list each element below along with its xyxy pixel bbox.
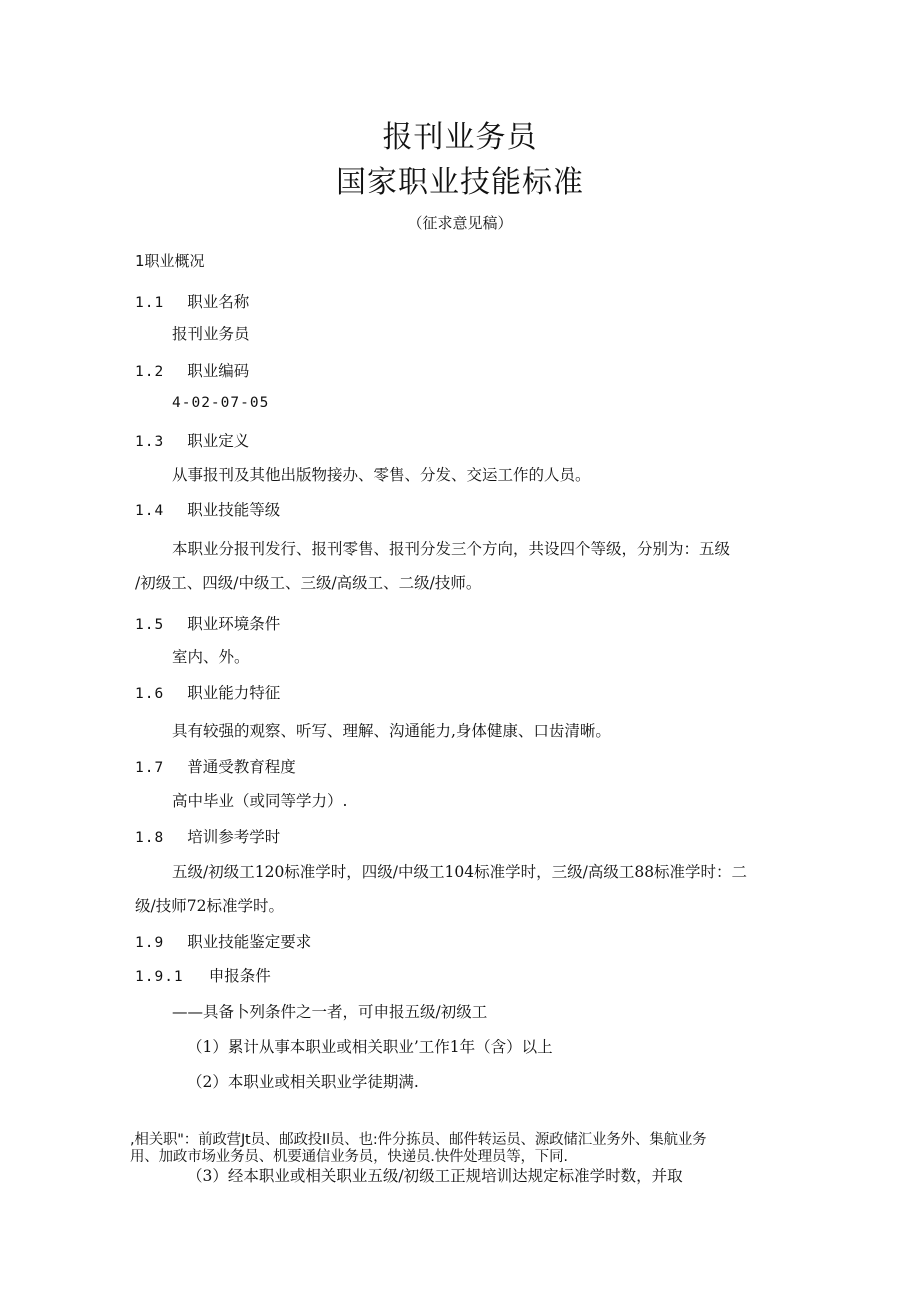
section-heading bbox=[135, 290, 249, 312]
footnote-line: ,相关职"：前政营Jt员、邮政投Il员、也:件分拣员、邮件转运员、源政储汇业务外、集航业务 bbox=[130, 1132, 707, 1148]
occupation-code: 4-02-07-05 bbox=[172, 395, 270, 411]
section-content: 具有较强的观察、听写、理解、沟通能力,身体健康、口齿清晰。 bbox=[172, 722, 611, 740]
footnote-line: 用、加政市场业务员、机要通信业务员，快递员.快件处理员等，下同. bbox=[130, 1149, 568, 1165]
section-label: 职业能力特征 bbox=[187, 684, 281, 702]
condition-item: （1）累计从事本职业或相关职业’工作1年（含）以上 bbox=[187, 1038, 553, 1056]
section-number: 1.9 bbox=[135, 935, 165, 951]
section-heading bbox=[135, 429, 249, 451]
section-number: 1.3 bbox=[135, 434, 165, 450]
section-number: 1.6 bbox=[135, 686, 165, 702]
section-number: 1.9.1 bbox=[135, 969, 184, 985]
condition-item: （2）本职业或相关职业学徒期满. bbox=[187, 1073, 419, 1091]
section-label: 培训参考学时 bbox=[187, 828, 281, 846]
section-content-continued: 级/技师72标准学时。 bbox=[135, 897, 284, 915]
section-heading bbox=[135, 498, 280, 520]
section-number: 1.2 bbox=[135, 364, 165, 380]
section-label: 职业名称 bbox=[187, 293, 250, 311]
document-subtitle: （征求意见稿） bbox=[407, 214, 513, 232]
section-content: 从事报刊及其他出版物接办、零售、分发、交运工作的人员。 bbox=[172, 466, 591, 484]
section-label: 申报条件 bbox=[208, 967, 271, 985]
section-content: 五级/初级工120标准学时，四级/中级工104标准学时，三级/高级工88标准学时：二 bbox=[172, 863, 748, 881]
document-title-line2: 国家职业技能标准 bbox=[336, 165, 584, 200]
section-heading bbox=[135, 359, 249, 381]
section-heading bbox=[135, 612, 280, 634]
section-content-continued: /初级工、四级/中级工、三级/高级工、二级/技师。 bbox=[135, 574, 482, 592]
section-number: 1.5 bbox=[135, 617, 165, 633]
section-heading bbox=[135, 825, 280, 847]
section-heading bbox=[135, 930, 311, 952]
section-label: 普通受教育程度 bbox=[187, 758, 296, 776]
section-content: 报刊业务员 bbox=[172, 325, 250, 343]
section-number: 1.7 bbox=[135, 760, 165, 776]
section-content: 室内、外。 bbox=[172, 648, 250, 666]
chapter-heading: 1职业概况 bbox=[135, 252, 205, 270]
section-label: 职业技能鉴定要求 bbox=[187, 933, 312, 951]
document-title-line1: 报刊业务员 bbox=[382, 120, 538, 155]
section-label: 职业环境条件 bbox=[187, 615, 281, 633]
section-heading bbox=[135, 681, 280, 703]
condition-item: （3）经本职业或相关职业五级/初级工正规培训达规定标准学时数，并取 bbox=[187, 1167, 683, 1185]
section-label: 职业技能等级 bbox=[187, 501, 281, 519]
conditions-intro: ——具备卜列条件之一者，可申报五级/初级工 bbox=[172, 1003, 488, 1021]
section-content: 高中毕业（或同等学力）. bbox=[172, 792, 348, 810]
section-label: 职业定义 bbox=[187, 432, 250, 450]
section-heading bbox=[135, 755, 296, 777]
section-number: 1.4 bbox=[135, 503, 165, 519]
section-number: 1.1 bbox=[135, 295, 165, 311]
subsection-heading bbox=[135, 964, 271, 986]
section-number: 1.8 bbox=[135, 830, 165, 846]
section-label: 职业编码 bbox=[187, 362, 250, 380]
section-content: 本职业分报刊发行、报刊零售、报刊分发三个方向，共设四个等级，分别为：五级 bbox=[172, 540, 731, 558]
